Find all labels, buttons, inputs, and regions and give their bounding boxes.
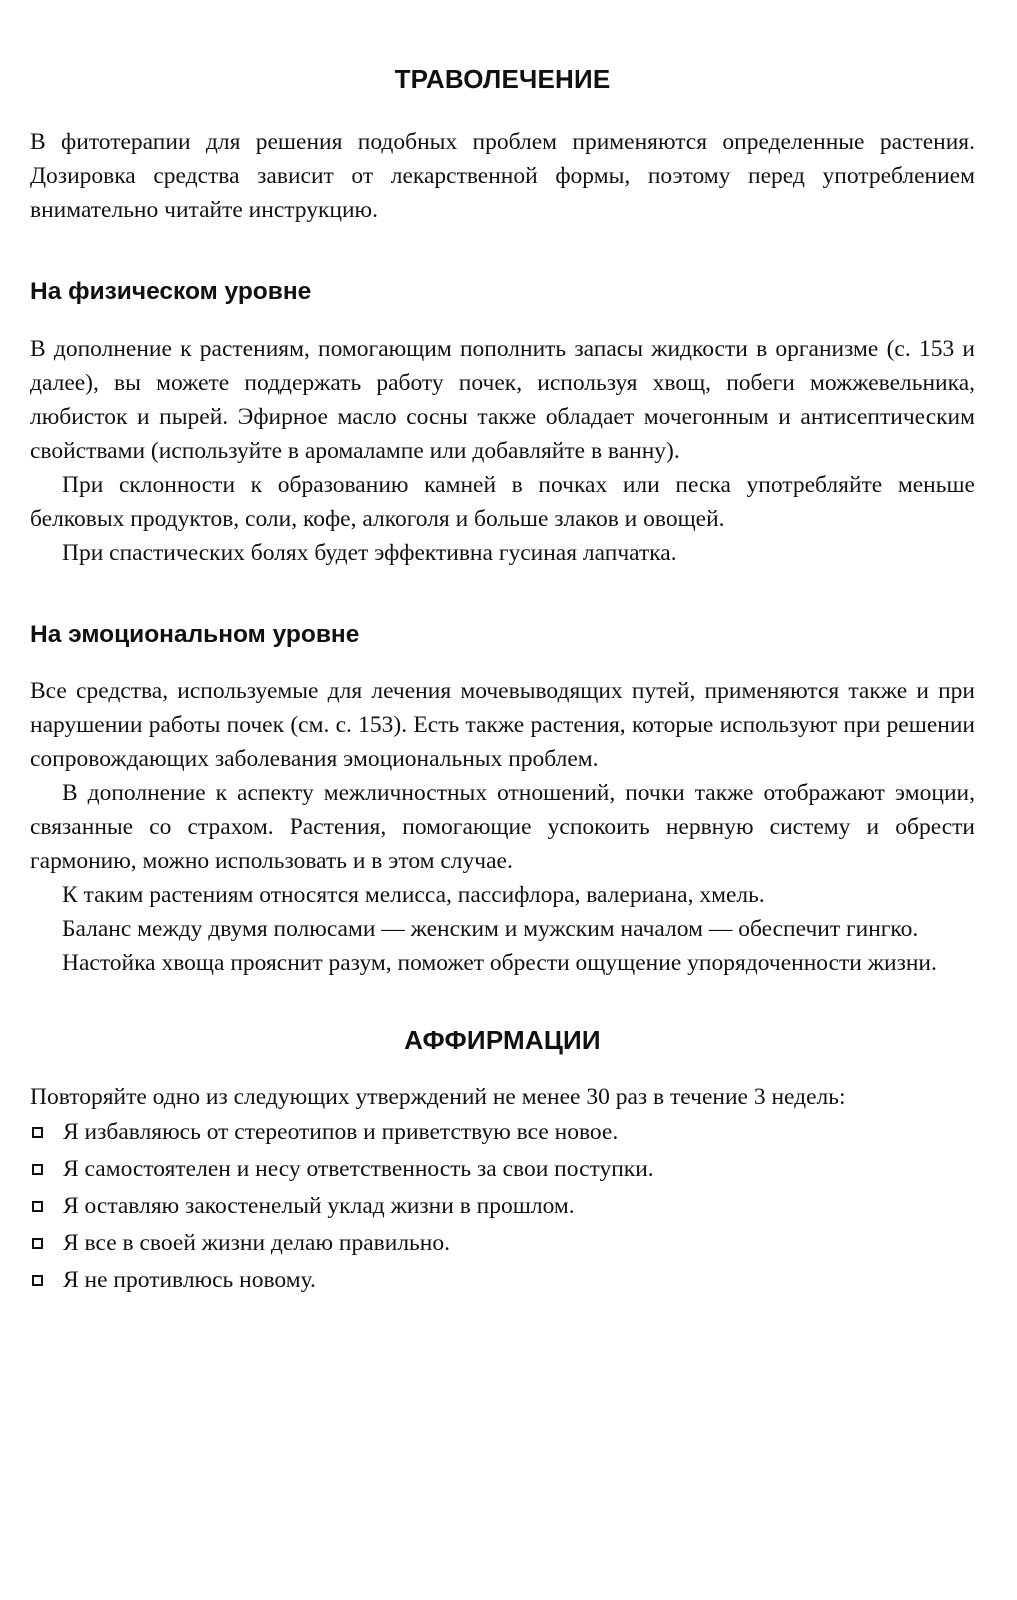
list-item — [30, 1188, 975, 1225]
list-item — [30, 1151, 975, 1188]
affirmation-text: Я избавляюсь от стереотипов и приветствую все новое. — [63, 1119, 619, 1145]
affirmation-text: Я оставляю закостенелый уклад жизни в прошлом. — [63, 1193, 575, 1219]
affirmation-text: Я все в своей жизни делаю правильно. — [63, 1230, 450, 1256]
physical-paragraph: В дополнение к растениям, помогающим пополнить запасы жидкости в организме (с. 153 и далее), вы можете поддержать работу почек, используя хвощ, побеги можжевельника, любисток и пырей. Эфирное масло сосны также обладает мочегонным и антисептическим свойствами (используйте в аромалампе или добавляйте в ванну). — [30, 336, 975, 464]
physical-level-heading: На физическом уровне — [30, 278, 312, 305]
emotional-paragraph: К таким растениям относятся мелисса, пассифлора, валериана, хмель. — [62, 882, 765, 908]
emotional-paragraph: Баланс между двумя полюсами — женским и мужским началом — обеспечит гингко. — [62, 916, 919, 942]
square-bullet-icon — [32, 1164, 43, 1175]
square-bullet-icon — [32, 1275, 43, 1286]
square-bullet-icon — [32, 1127, 43, 1138]
book-page — [30, 64, 975, 1299]
affirmations-intro-paragraph: Повторяйте одно из следующих утверждений не менее 30 раз в течение 3 недель: — [30, 1084, 846, 1110]
emotional-paragraph: В дополнение к аспекту межличностных отношений, почки также отображают эмоции, связанные со страхом. Растения, помогающие успокоить нервную систему и обрести гармонию, можно использовать и в этом случае. — [30, 780, 975, 874]
herbal-intro-paragraph: В фитотерапии для решения подобных проблем применяются определенные растения. Дозировка средства зависит от лекарственной формы, поэтому перед употреблением внимательно читайте инструкцию. — [30, 129, 975, 223]
list-item — [30, 1114, 975, 1151]
emotional-paragraph: Настойка хвоща прояснит разум, поможет обрести ощущение упорядоченности жизни. — [62, 950, 937, 976]
square-bullet-icon — [32, 1201, 43, 1212]
physical-paragraph: При спастических болях будет эффективна гусиная лапчатка. — [62, 540, 677, 566]
list-item — [30, 1262, 975, 1299]
emotional-level-heading: На эмоциональном уровне — [30, 621, 360, 648]
square-bullet-icon — [32, 1238, 43, 1249]
emotional-paragraph: Все средства, используемые для лечения мочевыводящих путей, применяются также и при нарушении работы почек (см. с. 153). Есть также растения, которые используют при решении сопровождающих заболевания эмоциональных проблем. — [30, 678, 975, 772]
affirmations-section-title: АФФИРМАЦИИ — [404, 1025, 601, 1055]
affirmations-list — [30, 1114, 975, 1299]
affirmation-text: Я не противлюсь новому. — [63, 1267, 316, 1293]
list-item — [30, 1225, 975, 1262]
affirmation-text: Я самостоятелен и несу ответственность за свои поступки. — [63, 1156, 654, 1182]
herbal-section-title: ТРАВОЛЕЧЕНИЕ — [394, 64, 611, 94]
physical-paragraph: При склонности к образованию камней в почках или песка употребляйте меньше белковых продуктов, соли, кофе, алкоголя и больше злаков и овощей. — [30, 472, 975, 532]
